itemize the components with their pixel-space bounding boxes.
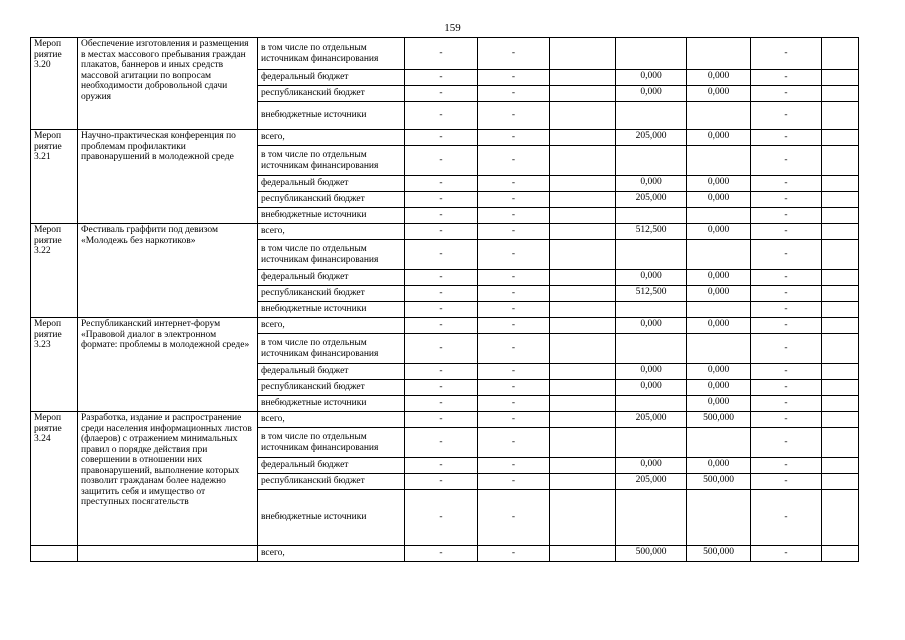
funding-source: всего, [258,546,405,562]
funding-source: республиканский бюджет [258,86,405,102]
value-cell: - [478,224,550,240]
table-row [31,546,859,562]
value-cell [550,224,616,240]
value-cell: - [751,334,822,364]
empty-cell [822,102,859,130]
value-cell: - [751,412,822,428]
value-cell: - [751,474,822,490]
value-cell: - [751,38,822,70]
funding-source: республиканский бюджет [258,474,405,490]
value-cell [616,240,687,270]
funding-source: внебюджетные источники [258,490,405,546]
empty-cell [822,458,859,474]
value-cell [550,86,616,102]
value-cell: - [751,428,822,458]
value-cell: - [478,458,550,474]
empty-cell [822,302,859,318]
value-cell: - [478,176,550,192]
funding-source: в том числе по отдельным источникам финансирования [258,146,405,176]
value-cell [550,192,616,208]
value-cell [616,490,687,546]
value-cell: - [405,474,478,490]
funding-source: федеральный бюджет [258,176,405,192]
value-cell: 0,000 [616,70,687,86]
funding-source: в том числе по отдельным источникам финансирования [258,428,405,458]
value-cell: - [478,412,550,428]
value-cell: - [405,428,478,458]
value-cell: 0,000 [687,270,751,286]
table-row [31,130,859,146]
value-cell: 500,000 [616,546,687,562]
page-number: 159 [444,22,461,34]
value-cell [550,176,616,192]
measure-title [78,546,258,562]
value-cell [550,270,616,286]
funding-source: республиканский бюджет [258,286,405,302]
value-cell: - [751,86,822,102]
value-cell: - [751,224,822,240]
value-cell: - [405,224,478,240]
value-cell [687,146,751,176]
table-row [31,224,859,240]
value-cell: 0,000 [687,130,751,146]
value-cell [550,286,616,302]
value-cell: - [405,192,478,208]
funding-source: внебюджетные источники [258,208,405,224]
value-cell: - [751,240,822,270]
value-cell: - [751,102,822,130]
value-cell [616,38,687,70]
value-cell: - [405,396,478,412]
value-cell: - [751,270,822,286]
value-cell: 500,000 [687,546,751,562]
value-cell [687,208,751,224]
value-cell [550,130,616,146]
value-cell: - [478,208,550,224]
measure-code: Мероп риятие 3.20 [31,38,78,130]
value-cell: - [478,364,550,380]
value-cell: - [478,428,550,458]
value-cell: - [405,458,478,474]
value-cell: - [478,490,550,546]
value-cell [550,334,616,364]
empty-cell [822,428,859,458]
value-cell: - [405,286,478,302]
value-cell: 0,000 [687,396,751,412]
measure-title: Научно-практическая конференция по проблемам профилактики правонарушений в молодежной среде [78,130,258,224]
value-cell: - [405,102,478,130]
value-cell [550,380,616,396]
funding-source: внебюджетные источники [258,302,405,318]
value-cell: - [478,130,550,146]
value-cell: - [405,334,478,364]
budget-table [30,37,859,562]
value-cell [616,334,687,364]
value-cell: - [405,380,478,396]
value-cell: - [478,474,550,490]
value-cell: 0,000 [687,86,751,102]
empty-cell [822,318,859,334]
value-cell [616,208,687,224]
value-cell: - [405,318,478,334]
value-cell [550,490,616,546]
value-cell [550,102,616,130]
value-cell: 0,000 [616,318,687,334]
value-cell: 0,000 [687,364,751,380]
value-cell: - [478,270,550,286]
value-cell [616,428,687,458]
value-cell: - [751,458,822,474]
value-cell: - [478,38,550,70]
value-cell: - [405,146,478,176]
empty-cell [822,396,859,412]
value-cell: - [405,70,478,86]
value-cell: - [405,302,478,318]
value-cell [687,240,751,270]
table-row [31,38,859,70]
empty-cell [822,70,859,86]
value-cell [616,102,687,130]
value-cell: 0,000 [687,176,751,192]
value-cell: 0,000 [616,176,687,192]
value-cell: - [478,192,550,208]
value-cell: - [478,334,550,364]
value-cell: - [405,240,478,270]
value-cell: 512,500 [616,224,687,240]
value-cell: - [751,192,822,208]
value-cell: - [751,286,822,302]
empty-cell [822,224,859,240]
value-cell: 205,000 [616,192,687,208]
value-cell [616,396,687,412]
value-cell: - [405,86,478,102]
value-cell [687,302,751,318]
value-cell [550,428,616,458]
value-cell: - [405,208,478,224]
empty-cell [822,412,859,428]
empty-cell [822,474,859,490]
funding-source: внебюджетные источники [258,396,405,412]
value-cell: 512,500 [616,286,687,302]
value-cell: - [478,240,550,270]
value-cell: - [751,318,822,334]
funding-source: всего, [258,318,405,334]
value-cell [687,38,751,70]
value-cell: - [751,176,822,192]
empty-cell [822,38,859,70]
value-cell [616,146,687,176]
value-cell: - [478,86,550,102]
value-cell [550,208,616,224]
funding-source: всего, [258,224,405,240]
value-cell: 205,000 [616,130,687,146]
empty-cell [822,286,859,302]
funding-source: федеральный бюджет [258,270,405,286]
funding-source: федеральный бюджет [258,458,405,474]
value-cell [687,334,751,364]
empty-cell [822,270,859,286]
value-cell: 0,000 [687,458,751,474]
value-cell: - [751,146,822,176]
value-cell [550,302,616,318]
value-cell: - [751,490,822,546]
value-cell: - [751,302,822,318]
empty-cell [822,86,859,102]
funding-source: федеральный бюджет [258,70,405,86]
value-cell [550,240,616,270]
value-cell [687,102,751,130]
table-row [31,318,859,334]
value-cell: - [478,396,550,412]
value-cell [550,546,616,562]
measure-title: Фестиваль граффити под девизом «Молодежь без наркотиков» [78,224,258,318]
value-cell: - [478,546,550,562]
value-cell: - [405,412,478,428]
table-row [31,412,859,428]
measure-code: Мероп риятие 3.24 [31,412,78,546]
funding-source: всего, [258,130,405,146]
value-cell: - [405,364,478,380]
value-cell [550,396,616,412]
value-cell [616,302,687,318]
value-cell: - [751,364,822,380]
empty-cell [822,130,859,146]
value-cell: 0,000 [687,70,751,86]
empty-cell [822,240,859,270]
empty-cell [822,146,859,176]
empty-cell [822,364,859,380]
value-cell: - [751,396,822,412]
value-cell: - [478,286,550,302]
funding-source: федеральный бюджет [258,364,405,380]
measure-title: Разработка, издание и распространение среди населения информационных листов (флаеров) с отражением минимальных правил о порядке действия при совершении в отношении них правонарушений, выполнение которых позволит гражданам более надежно защитить себя и имущество от преступных посягательств [78,412,258,546]
funding-source: в том числе по отдельным источникам финансирования [258,334,405,364]
value-cell: 0,000 [687,380,751,396]
value-cell: - [751,380,822,396]
measure-code: Мероп риятие 3.23 [31,318,78,412]
value-cell: - [405,546,478,562]
measure-code: Мероп риятие 3.21 [31,130,78,224]
value-cell: - [478,146,550,176]
value-cell: - [478,380,550,396]
value-cell: - [405,270,478,286]
empty-cell [822,176,859,192]
funding-source: внебюджетные источники [258,102,405,130]
value-cell [550,318,616,334]
empty-cell [822,208,859,224]
measure-code [31,546,78,562]
value-cell: 0,000 [687,192,751,208]
value-cell: - [751,70,822,86]
value-cell: 0,000 [687,318,751,334]
value-cell: 0,000 [687,224,751,240]
empty-cell [822,334,859,364]
value-cell: 0,000 [687,286,751,302]
funding-source: республиканский бюджет [258,192,405,208]
value-cell: - [478,102,550,130]
value-cell: - [751,546,822,562]
value-cell [550,412,616,428]
value-cell: 500,000 [687,474,751,490]
empty-cell [822,490,859,546]
measure-code: Мероп риятие 3.22 [31,224,78,318]
value-cell: 205,000 [616,474,687,490]
measure-title: Обеспечение изготовления и размещения в местах массового пребывания граждан плакатов, баннеров и иных средств массовой агитации по вопросам необходимости добровольной сдачи оружия [78,38,258,130]
empty-cell [822,192,859,208]
empty-cell [822,380,859,396]
value-cell: 0,000 [616,364,687,380]
funding-source: всего, [258,412,405,428]
funding-source: в том числе по отдельным источникам финансирования [258,38,405,70]
value-cell: - [478,70,550,86]
funding-source: республиканский бюджет [258,380,405,396]
value-cell: 0,000 [616,270,687,286]
value-cell [687,490,751,546]
value-cell: 205,000 [616,412,687,428]
value-cell: 0,000 [616,458,687,474]
value-cell [687,428,751,458]
value-cell: - [751,130,822,146]
funding-source: в том числе по отдельным источникам финансирования [258,240,405,270]
empty-cell [822,546,859,562]
value-cell: 0,000 [616,86,687,102]
value-cell: - [405,490,478,546]
value-cell [550,364,616,380]
value-cell [550,70,616,86]
value-cell: - [478,318,550,334]
value-cell: - [405,176,478,192]
value-cell: - [478,302,550,318]
measure-title: Республиканский интернет-форум «Правовой диалог в электронном формате: проблемы в молодежной среде» [78,318,258,412]
value-cell: - [405,130,478,146]
value-cell [550,458,616,474]
value-cell: 0,000 [616,380,687,396]
value-cell: - [751,208,822,224]
value-cell: - [405,38,478,70]
value-cell [550,146,616,176]
value-cell [550,38,616,70]
value-cell: 500,000 [687,412,751,428]
value-cell [550,474,616,490]
